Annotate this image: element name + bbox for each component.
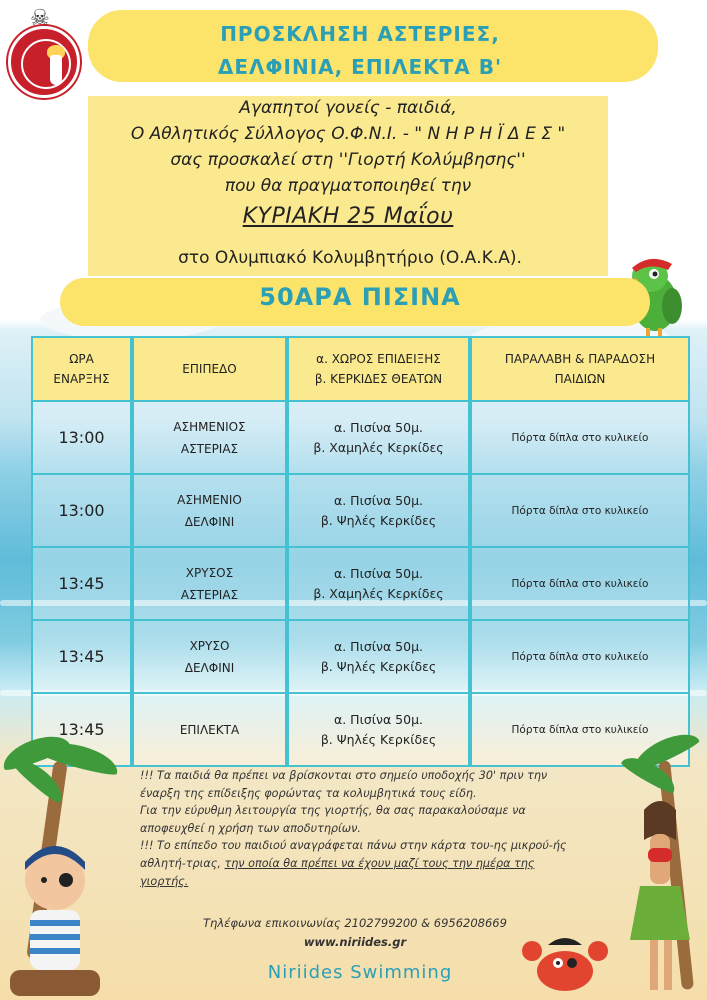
- level-line: ΔΕΛΦΙΝΙ: [184, 660, 235, 675]
- invitation-line-3: σας προσκαλεί στη ''Γιορτή Κολύμβησης'': [170, 150, 526, 170]
- title-line-1: ΠΡΟΣΚΛΗΣΗ ΑΣΤΕΡΙΕΣ,: [220, 22, 500, 46]
- table-row: [31, 619, 690, 692]
- level: [132, 400, 287, 473]
- column-header-level: [132, 336, 287, 400]
- level-line: ΑΣΗΜΕΝΙΟΣ: [173, 419, 246, 434]
- level: [132, 692, 287, 767]
- location-line: β. Ψηλές Κερκίδες: [320, 731, 437, 747]
- location: [287, 619, 470, 692]
- column-header-location: [287, 336, 470, 400]
- header-text: β. ΚΕΡΚΙΔΕΣ ΘΕΑΤΩΝ: [314, 372, 443, 386]
- location: [287, 400, 470, 473]
- level: [132, 619, 287, 692]
- table-row: [31, 546, 690, 619]
- title-line-2: ΔΕΛΦΙΝΙΑ, ΕΠΙΛΕΚΤΑ Β': [217, 55, 503, 79]
- torch-icon: [50, 55, 62, 85]
- pickup-point: Πόρτα δίπλα στο κυλικείο: [470, 692, 690, 767]
- location-line: α. Πισίνα 50μ.: [334, 638, 423, 654]
- schedule-table: [31, 336, 690, 767]
- header-text: ΠΑΙΔΙΩΝ: [554, 372, 606, 386]
- contact-phones: Τηλέφωνα επικοινωνίας 2102799200 & 6956208669: [203, 916, 507, 930]
- start-time: 13:45: [31, 692, 132, 767]
- pirate-kid-illustration: [0, 820, 110, 1000]
- invitation-line-4: που θα πραγματοποιηθεί την: [224, 176, 472, 196]
- level: [132, 473, 287, 546]
- level: [132, 546, 287, 619]
- club-logo: [8, 26, 80, 98]
- column-header-time: [31, 336, 132, 400]
- brand-name: Niriides Swimming: [267, 962, 453, 983]
- location-line: β. Ψηλές Κερκίδες: [320, 658, 437, 674]
- pickup-point: Πόρτα δίπλα στο κυλικείο: [470, 546, 690, 619]
- pirate-skull-icon: ☠: [30, 6, 50, 31]
- note-paragraph: [140, 837, 570, 890]
- location-line: α. Πισίνα 50μ.: [334, 492, 423, 508]
- location-line: β. Χαμηλές Κερκίδες: [313, 439, 444, 455]
- note-paragraph: !!! Τα παιδιά θα πρέπει να βρίσκονται στο σημείο υποδοχής 30' πριν την έναρξη της επίδειξης φορώντας τα κολυμβητικά τους είδη.: [140, 769, 548, 800]
- location-line: β. Ψηλές Κερκίδες: [320, 512, 437, 528]
- location: [287, 473, 470, 546]
- notes-block: [140, 767, 570, 890]
- header-text: ΩΡΑ: [69, 352, 94, 366]
- table-row: [31, 400, 690, 473]
- level-line: ΧΡΥΣΟΣ: [185, 565, 234, 580]
- hula-girl-illustration: [610, 790, 707, 1000]
- column-header-pickup: [470, 336, 690, 400]
- pool-title: 50ΑΡΑ ΠΙΣΙΝΑ: [259, 283, 461, 311]
- invitation-line-1: Αγαπητοί γονείς - παιδιά,: [239, 98, 457, 118]
- level-line: ΑΣΤΕΡΙΑΣ: [180, 441, 239, 456]
- location-line: α. Πισίνα 50μ.: [334, 565, 423, 581]
- table-header: [31, 336, 690, 400]
- level-line: ΧΡΥΣΟ: [189, 638, 230, 653]
- level-line: ΔΕΛΦΙΝΙ: [184, 514, 235, 529]
- level-line: ΑΣΗΜΕΝΙΟ: [177, 492, 242, 507]
- page-title: [150, 18, 570, 84]
- header-text: α. ΧΩΡΟΣ ΕΠΙΔΕΙΞΗΣ: [316, 352, 441, 366]
- note-paragraph: Για την εύρυθμη λειτουργία της γιορτής, θα σας παρακαλούσαμε να αποφευχθεί η χρήση των αποδυτηρίων.: [140, 804, 526, 835]
- table-row: [31, 473, 690, 546]
- start-time: 13:45: [31, 619, 132, 692]
- location-line: α. Πισίνα 50μ.: [334, 419, 423, 435]
- level-line: ΕΠΙΛΕΚΤΑ: [179, 722, 240, 737]
- start-time: 13:00: [31, 473, 132, 546]
- start-time: 13:45: [31, 546, 132, 619]
- logo-ring: [21, 39, 71, 89]
- location: [287, 692, 470, 767]
- note-underlined-text: την οποία θα πρέπει να έχουν μαζί τους την ημέρα της γιορτής.: [140, 856, 535, 888]
- note-text: !!! Το επίπεδο του παιδιού αναγράφεται πάνω στην κάρτα του-ης μικρού-ής αθλητή-τριας,: [140, 839, 567, 870]
- level-line: ΑΣΤΕΡΙΑΣ: [180, 587, 239, 602]
- header-text: ΕΝΑΡΞΗΣ: [53, 372, 110, 386]
- event-date: ΚΥΡΙΑΚΗ 25 Μαΐου: [242, 204, 454, 229]
- location-line: β. Χαμηλές Κερκίδες: [313, 585, 444, 601]
- website-link[interactable]: www.niriides.gr: [303, 935, 407, 949]
- pickup-point: Πόρτα δίπλα στο κυλικείο: [470, 400, 690, 473]
- invitation-line-2: Ο Αθλητικός Σύλλογος Ο.Φ.Ν.Ι. - " Ν Η Ρ Η Ϊ Δ Ε Σ ": [130, 124, 566, 144]
- pickup-point: Πόρτα δίπλα στο κυλικείο: [470, 473, 690, 546]
- location: [287, 546, 470, 619]
- location-line: α. Πισίνα 50μ.: [334, 711, 423, 727]
- header-text: ΕΠΙΠΕΔΟ: [182, 362, 237, 376]
- header-text: ΠΑΡΑΛΑΒΗ & ΠΑΡΑΔΟΣΗ: [504, 352, 656, 366]
- start-time: 13:00: [31, 400, 132, 473]
- event-venue: στο Ολυμπιακό Κολυμβητήριο (Ο.Α.Κ.Α).: [178, 248, 522, 268]
- pickup-point: Πόρτα δίπλα στο κυλικείο: [470, 619, 690, 692]
